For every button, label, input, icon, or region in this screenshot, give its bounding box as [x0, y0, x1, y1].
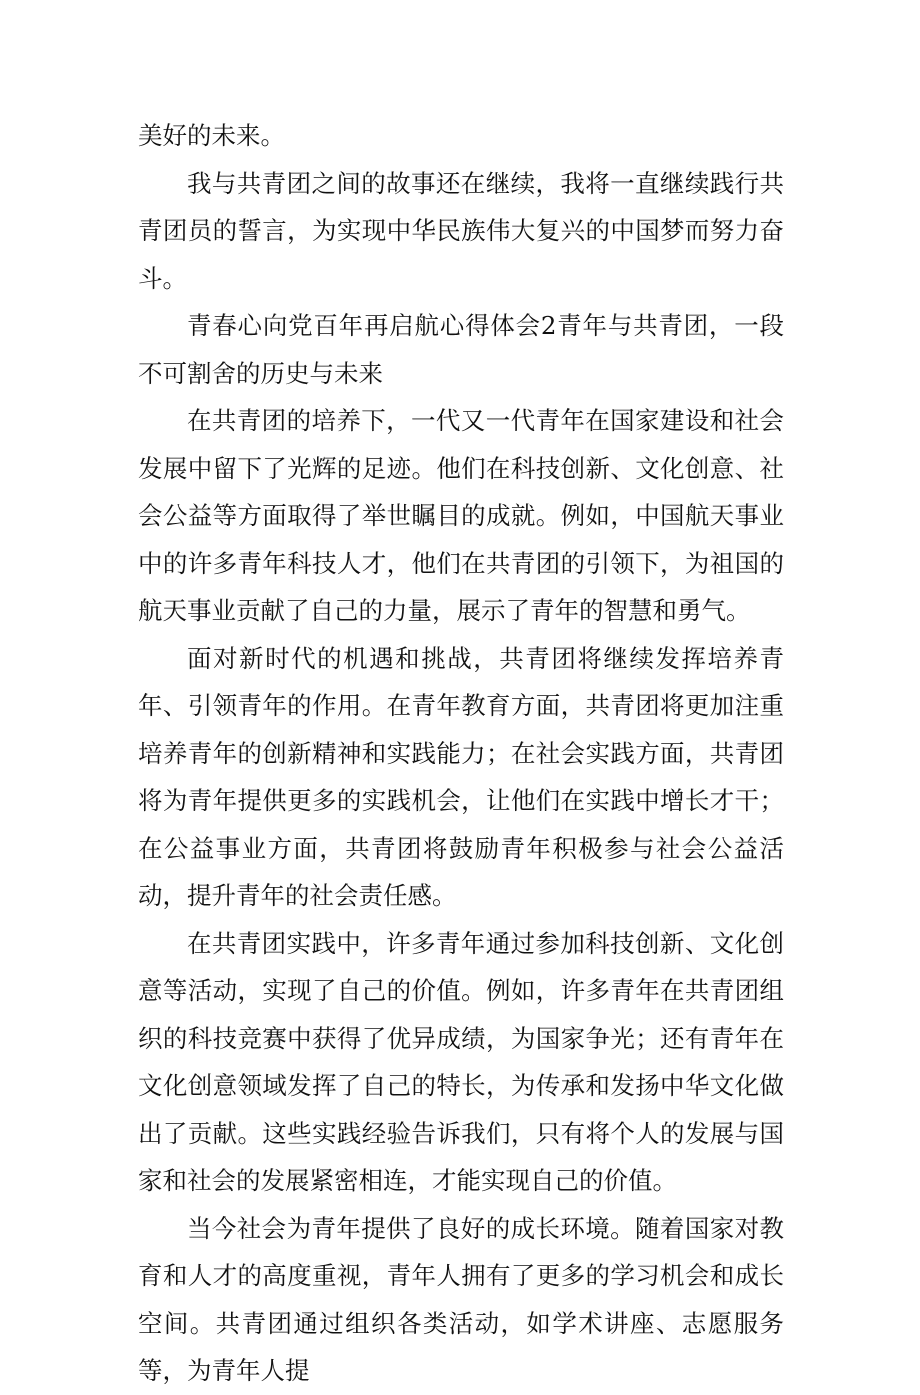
- paragraph: 当今社会为青年提供了良好的成长环境。随着国家对教育和人才的高度重视，青年人拥有了更多的学习机会和成长空间。共青团通过组织各类活动，如学术讲座、志愿服务等，为青年人提: [138, 1213, 784, 1385]
- paragraph: 面对新时代的机遇和挑战，共青团将继续发挥培养青年、引领青年的作用。在青年教育方面，共青团将更加注重培养青年的创新精神和实践能力；在社会实践方面，共青团将为青年提供更多的实践机会，让他们在实践中增长才干；在公益事业方面，共青团将鼓励青年积极参与社会公益活动，提升青年的社会责任感。: [138, 643, 784, 910]
- paragraph: 在共青团的培养下，一代又一代青年在国家建设和社会发展中留下了光辉的足迹。他们在科技创新、文化创意、社会公益等方面取得了举世瞩目的成就。例如，中国航天事业中的许多青年科技人才，他们在共青团的引领下，为祖国的航天事业贡献了自己的力量，展示了青年的智慧和勇气。: [138, 406, 784, 625]
- section-title-paragraph: 青春心向党百年再启航心得体会2青年与共青团，一段不可割舍的历史与未来: [138, 311, 784, 388]
- paragraph: 我与共青团之间的故事还在继续，我将一直继续践行共青团员的誓言，为实现中华民族伟大复兴的中国梦而努力奋斗。: [138, 168, 784, 293]
- paragraph: 在共青团实践中，许多青年通过参加科技创新、文化创意等活动，实现了自己的价值。例如，许多青年在共青团组织的科技竞赛中获得了优异成绩，为国家争光；还有青年在文化创意领域发挥了自己的特长，为传承和发扬中华文化做出了贡献。这些实践经验告诉我们，只有将个人的发展与国家和社会的发展紧密相连，才能实现自己的价值。: [138, 928, 784, 1195]
- document-body: [138, 112, 784, 1395]
- paragraph-continuation: 美好的未来。: [138, 121, 285, 150]
